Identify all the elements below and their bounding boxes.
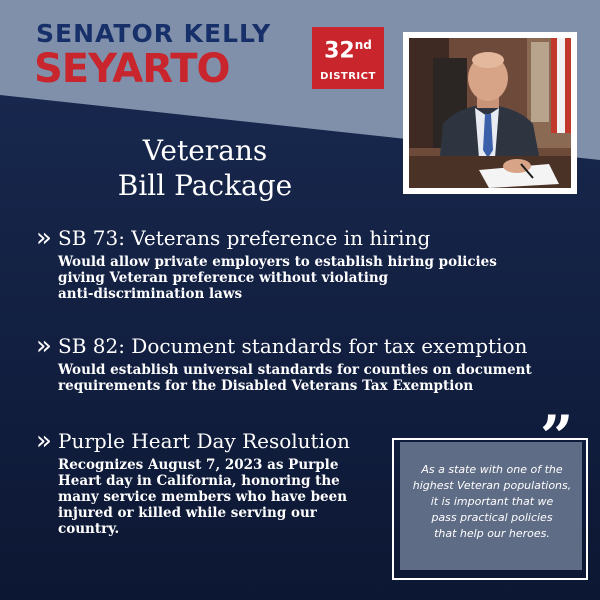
bill-sb73: [36, 225, 596, 305]
bill-description-line: country.: [58, 521, 120, 537]
senator-photo: [409, 38, 571, 188]
bill-description-line: many service members who have been: [58, 489, 348, 505]
bill-purple-heart: [36, 428, 386, 548]
bill-description-line: giving Veteran preference without violating: [58, 270, 389, 286]
senator-signing-illustration: [409, 38, 571, 188]
title-line-1: Veterans: [142, 134, 268, 167]
bill-description: [58, 254, 497, 302]
bill-description-line: injured or killed while serving our: [58, 505, 317, 521]
title-line-2: Bill Package: [117, 169, 293, 202]
bill-description-line: Heart day in California, honoring the: [58, 473, 340, 489]
bill-description-line: requirements for the Disabled Veterans Tax Exemption: [58, 378, 474, 394]
quote-line: pass practical policies: [431, 511, 553, 524]
quote-line: it is important that we: [430, 495, 554, 508]
senator-quote: [402, 462, 582, 542]
senator-last-name: SEYARTO: [34, 46, 230, 92]
bill-heading: Purple Heart Day Resolution: [58, 429, 350, 453]
senator-name-line: SENATOR KELLY: [36, 19, 272, 48]
chevron-right-icon: »: [36, 426, 52, 456]
chevron-right-icon: »: [36, 331, 52, 361]
district-badge: [312, 27, 384, 89]
quote-line: As a state with one of the: [421, 463, 563, 476]
senator-photo-frame: [403, 32, 577, 194]
quote-line: highest Veteran populations,: [412, 479, 572, 492]
district-label: DISTRICT: [320, 71, 376, 83]
page-title: [80, 133, 330, 203]
quote-line: that help our heroes.: [434, 527, 550, 540]
bill-heading: SB 73: Veterans preference in hiring: [58, 226, 431, 250]
chevron-right-icon: »: [36, 223, 52, 253]
district-number: 32: [324, 38, 355, 64]
bill-sb82: [36, 333, 596, 403]
bill-description-line: Recognizes August 7, 2023 as Purple: [58, 457, 339, 473]
district-suffix: nd: [354, 38, 372, 52]
quotation-mark-icon: ”: [540, 403, 574, 471]
bill-description-line: anti-discrimination laws: [58, 286, 243, 302]
bill-description-line: Would allow private employers to establish hiring policies: [58, 254, 497, 270]
bill-description: [58, 457, 347, 537]
bill-description-line: Would establish universal standards for counties on document: [58, 362, 532, 378]
bill-heading: SB 82: Document standards for tax exemption: [58, 334, 528, 358]
bill-description: [58, 362, 532, 394]
district-number-line: [312, 33, 384, 63]
